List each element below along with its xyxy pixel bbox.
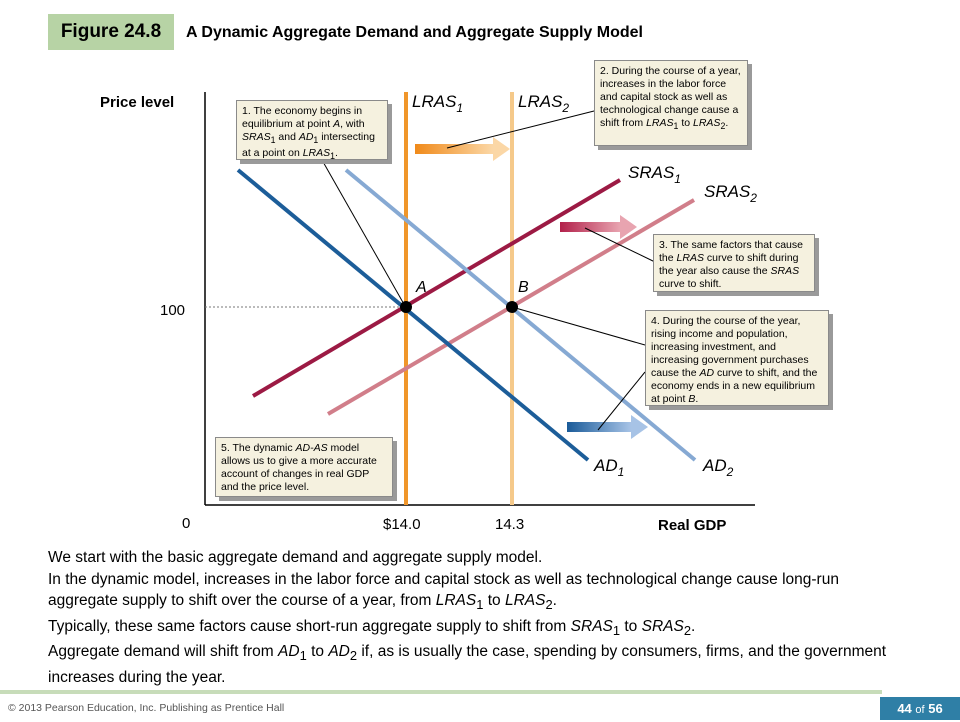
sras-shift-arrow <box>560 215 637 239</box>
lras2-label: $LRAS_2$ <box>518 92 570 115</box>
callout-4: 4. During the course of the year, rising income and population, increasing investment, and increasing government purchases cause the AD curve to shift, and the economy ends in a new equilibrium at point B. <box>645 310 829 406</box>
copyright-notice: © 2013 Pearson Education, Inc. Publishing as Prentice Hall <box>8 702 285 714</box>
price-tick-label: 100 <box>160 302 186 319</box>
ad1-curve <box>238 170 588 460</box>
callout-1: 1. The economy begins in equilibrium at point A, with $SRAS_1$ and $AD_1$ intersecting at a point on $LRAS_1$. <box>236 100 388 160</box>
sras1-curve <box>253 180 620 396</box>
explanation-line-1: We start with the basic aggregate demand and aggregate supply model. <box>48 549 543 566</box>
x-axis-label: Real GDP <box>658 517 727 534</box>
callout-1-leader <box>322 160 405 306</box>
sras1-label: $SRAS_1$ <box>628 163 681 186</box>
page-number: 44 of 56 <box>880 697 960 720</box>
callout-3: 3. The same factors that cause the LRAS curve to shift during the year also cause the SRAS curve to shift. <box>653 234 815 292</box>
equilibrium-point-b <box>506 301 518 313</box>
figure-title: A Dynamic Aggregate Demand and Aggregate Supply Model <box>186 24 643 41</box>
ad1-label: $AD_1$ <box>594 456 625 479</box>
equilibrium-point-a <box>400 301 412 313</box>
origin-label: 0 <box>182 515 191 532</box>
y-axis-label: Price level <box>100 94 175 111</box>
ad2-curve <box>346 170 695 460</box>
lras1-label: $LRAS_1$ <box>412 92 464 115</box>
explanation-text <box>48 547 908 688</box>
x-tick-label-2: 14.3 <box>495 516 525 533</box>
callout-2-leader <box>447 110 598 148</box>
explanation-line-2: In the dynamic model, increases in the labor force and capital stock as well as technological change cause long-run aggregate supply to shift over the course of a year, from $LRAS_1$ to $LRAS_2$. <box>48 570 839 613</box>
x-tick-label-1: $14.0 <box>383 516 421 533</box>
callout-5: 5. The dynamic AD-AS model allows us to give a more accurate account of changes in real GDP and the price level. <box>215 437 393 497</box>
explanation-line-3: Typically, these same factors cause short-run aggregate supply to shift from $SRAS_1$ to $SRAS_2$. <box>48 617 696 638</box>
footer-divider <box>0 690 882 694</box>
figure-label: Figure 24.8 <box>48 14 174 50</box>
ad2-label: $AD_2$ <box>703 456 734 479</box>
sras2-label: $SRAS_2$ <box>704 182 757 205</box>
callout-2: 2. During the course of a year, increases in the labor force and capital stock as well as technological change cause a shift from $LRAS_1$ to $LRAS_2$. <box>594 60 748 146</box>
point-b-label: B <box>518 279 529 296</box>
point-a-label: A <box>416 279 427 296</box>
explanation-line-4: Aggregate demand will shift from $AD_1$ to $AD_2$ if, as is usually the case, spending by consumers, firms, and the government increases during the year. <box>48 643 887 686</box>
lras-shift-arrow <box>415 137 510 161</box>
